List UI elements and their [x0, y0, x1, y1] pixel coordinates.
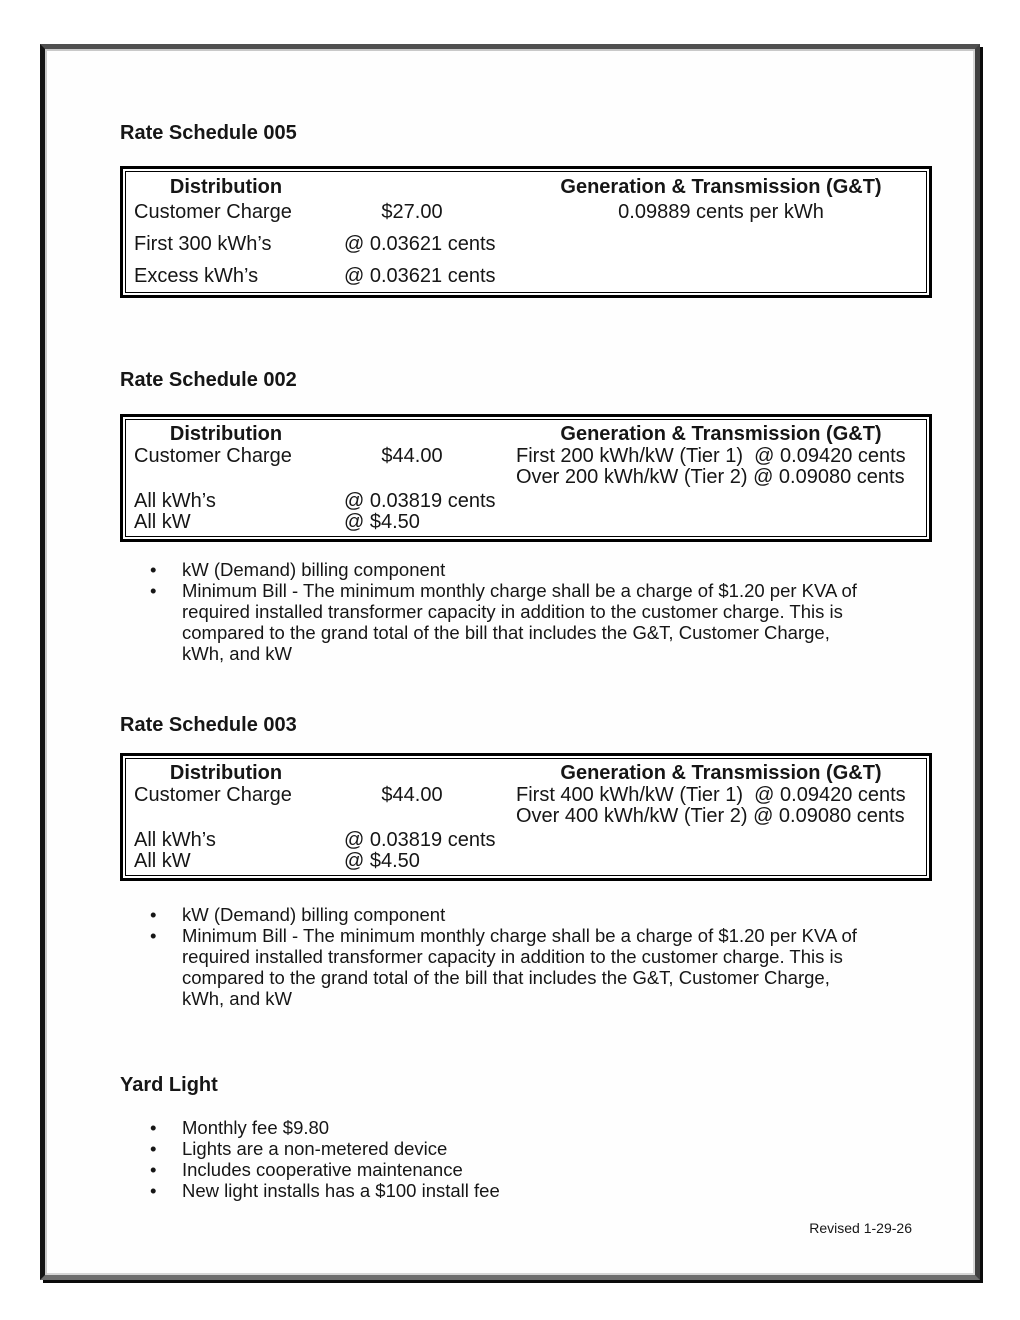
row-rate: $44.00: [381, 445, 443, 467]
row-label: Customer Charge: [134, 201, 292, 223]
row-rate: @ 0.03621 cents: [344, 265, 496, 287]
row-label: Customer Charge: [134, 784, 292, 806]
table-row: [126, 467, 926, 487]
rate-table-005-inner: [125, 171, 927, 293]
rate-table-003: [120, 753, 932, 881]
empty-cell: [498, 264, 926, 288]
table-header-row: [126, 423, 926, 445]
empty-cell: [498, 232, 926, 256]
row-label: Excess kWh’s: [134, 265, 259, 287]
empty-cell: [498, 851, 926, 871]
rate-table-002-inner: [125, 419, 927, 537]
row-rate: @ $4.50: [344, 511, 420, 533]
note-item: • Minimum Bill - The minimum monthly charge shall be a charge of $1.20 per KVA of required installed transformer capacity in addition to the customer charge. This is compared to the grand total of the bill that includes the G&T, Customer Charge, kWh, and kW: [150, 925, 862, 1009]
rate-table-005: [120, 166, 932, 298]
empty-cell: [326, 762, 498, 784]
gt-header: Generation & Transmission (G&T): [560, 176, 882, 198]
note-item: • Includes cooperative maintenance: [150, 1159, 862, 1180]
notes-list-yard-light: [150, 1117, 862, 1201]
table-row: [126, 264, 926, 288]
note-item: • kW (Demand) billing component: [150, 904, 862, 925]
table-row: [126, 851, 926, 871]
row-label: Customer Charge: [134, 445, 292, 467]
distribution-header: Distribution: [169, 762, 283, 784]
note-item: • kW (Demand) billing component: [150, 559, 862, 580]
row-rate: @ 0.03621 cents: [344, 233, 496, 255]
table-row: [126, 491, 926, 511]
empty-cell: [326, 467, 498, 487]
table-row: [126, 232, 926, 256]
row-label: First 300 kWh’s: [134, 233, 272, 255]
note-item: • Lights are a non-metered device: [150, 1138, 862, 1159]
notes-list-rs002: [150, 559, 862, 664]
revision-note: Revised 1-29-26: [809, 1220, 912, 1236]
empty-cell: [498, 491, 926, 511]
section-title-rate-schedule-005: Rate Schedule 005: [120, 122, 297, 144]
table-row: [126, 806, 926, 826]
note-item: • Minimum Bill - The minimum monthly charge shall be a charge of $1.20 per KVA of required installed transformer capacity in addition to the customer charge. This is compared to the grand total of the bill that includes the G&T, Customer Charge, kWh, and kW: [150, 580, 862, 664]
rate-table-003-inner: [125, 758, 927, 876]
notes-list-rs003: [150, 904, 862, 1009]
section-title-rate-schedule-003: Rate Schedule 003: [120, 714, 297, 736]
page-border-frame: [40, 44, 980, 1280]
table-row: [126, 446, 926, 466]
row-rate: @ 0.03819 cents: [344, 829, 496, 851]
empty-cell: [126, 467, 326, 487]
table-row: [126, 830, 926, 850]
distribution-header: Distribution: [169, 423, 283, 445]
empty-cell: [326, 806, 498, 826]
rate-table-002: [120, 414, 932, 542]
table-row: [126, 512, 926, 532]
distribution-header: Distribution: [169, 176, 283, 198]
gt-tier1-value: First 200 kWh/kW (Tier 1) @ 0.09420 cents: [516, 445, 906, 467]
row-rate: $44.00: [381, 784, 443, 806]
gt-tier2-value: Over 400 kWh/kW (Tier 2) @ 0.09080 cents: [516, 805, 905, 827]
empty-cell: [498, 512, 926, 532]
note-item: • New light installs has a $100 install fee: [150, 1180, 862, 1201]
table-header-row: [126, 175, 926, 199]
row-label: All kWh’s: [134, 490, 216, 512]
row-gt-value: 0.09889 cents per kWh: [618, 201, 824, 223]
row-label: All kWh’s: [134, 829, 216, 851]
section-title-rate-schedule-002: Rate Schedule 002: [120, 369, 297, 391]
section-title-yard-light: Yard Light: [120, 1074, 218, 1096]
gt-header: Generation & Transmission (G&T): [560, 762, 882, 784]
gt-tier1-value: First 400 kWh/kW (Tier 1) @ 0.09420 cents: [516, 784, 906, 806]
empty-cell: [126, 806, 326, 826]
table-row: [126, 785, 926, 805]
row-rate: @ 0.03819 cents: [344, 490, 496, 512]
table-header-row: [126, 762, 926, 784]
empty-cell: [326, 175, 498, 199]
table-row: [126, 200, 926, 224]
empty-cell: [326, 423, 498, 445]
empty-cell: [498, 830, 926, 850]
gt-header: Generation & Transmission (G&T): [560, 423, 882, 445]
note-item: • Monthly fee $9.80: [150, 1117, 862, 1138]
row-label: All kW: [134, 850, 191, 872]
row-rate: @ $4.50: [344, 850, 420, 872]
gt-tier2-value: Over 200 kWh/kW (Tier 2) @ 0.09080 cents: [516, 466, 905, 488]
row-label: All kW: [134, 511, 191, 533]
row-rate: $27.00: [381, 201, 443, 223]
